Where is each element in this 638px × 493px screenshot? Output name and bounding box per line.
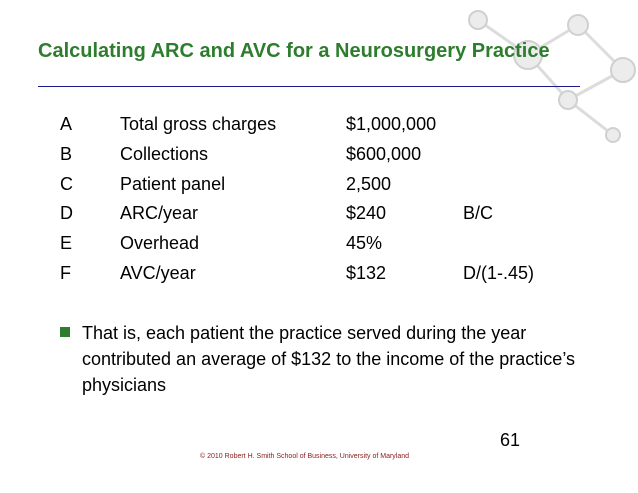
- bullet-text: That is, each patient the practice served during the year contributed an average of $132 to the income of the practice’s physicians: [82, 323, 575, 395]
- page-number: 61: [500, 430, 521, 450]
- title-divider: [38, 86, 580, 87]
- square-bullet-icon: [60, 327, 70, 337]
- row-letter: A: [60, 114, 73, 134]
- molecule-decoration-icon: [418, 0, 638, 150]
- row-formula: D/(1-.45): [463, 263, 535, 283]
- slide-title: Calculating ARC and AVC for a Neurosurgery Practice: [38, 40, 550, 62]
- row-label: AVC/year: [120, 263, 196, 283]
- row-value: 2,500: [346, 174, 392, 194]
- copyright-footer: © 2010 Robert H. Smith School of Business, University of Maryland: [200, 453, 410, 460]
- row-value: $132: [346, 263, 387, 283]
- row-letter: F: [60, 263, 71, 283]
- row-label: Patient panel: [120, 174, 226, 194]
- row-letter: B: [60, 144, 73, 164]
- row-value: $1,000,000: [346, 114, 437, 134]
- row-value: $240: [346, 203, 387, 223]
- row-letter: C: [60, 174, 73, 194]
- row-label: Collections: [120, 144, 209, 164]
- row-formula: B/C: [463, 203, 494, 223]
- row-value: 45%: [346, 233, 383, 253]
- row-label: Overhead: [120, 233, 200, 253]
- row-label: Total gross charges: [120, 114, 277, 134]
- row-label: ARC/year: [120, 203, 199, 223]
- row-letter: E: [60, 233, 73, 253]
- row-letter: D: [60, 203, 73, 223]
- row-value: $600,000: [346, 144, 422, 164]
